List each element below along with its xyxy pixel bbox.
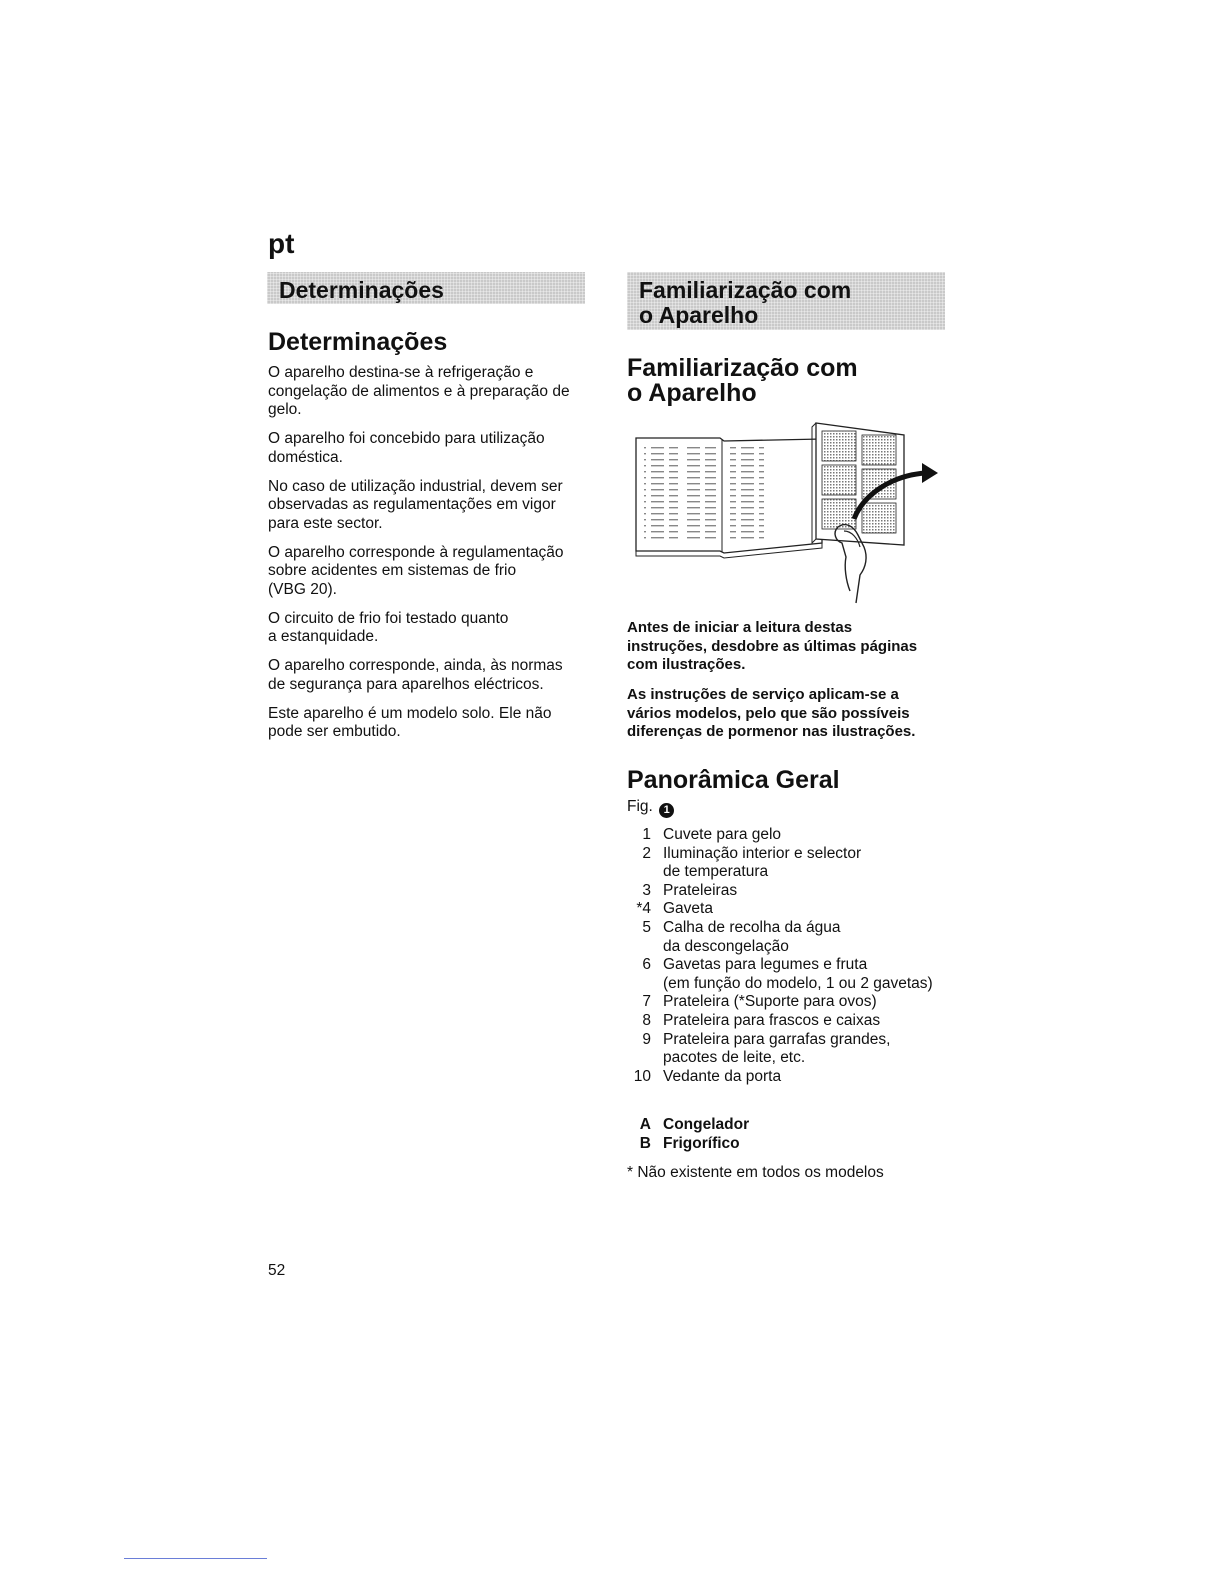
legend-text: Frigorífico	[663, 1134, 740, 1152]
list-item	[627, 1031, 957, 1068]
item-number: 8	[642, 1011, 651, 1029]
figure-number-badge: 1	[659, 803, 674, 818]
item-text: Gavetas para legumes e fruta (em função do modelo, 1 ou 2 gavetas)	[663, 956, 933, 992]
item-number: 1	[642, 826, 651, 843]
paragraph: No caso de utilização industrial, devem ser observadas as regulamentações em vigor para este sector.	[268, 477, 563, 532]
section-banner-familiarizacao: Familiarização com o Aparelho	[627, 272, 945, 330]
item-number: 3	[642, 881, 651, 899]
item-text: Vedante da porta	[663, 1067, 782, 1085]
instruction-note: As instruções de serviço aplicam-se a vários modelos, pelo que são possíveis diferenças de pormenor nas ilustrações.	[627, 686, 916, 740]
unfold-pages-illustration	[632, 415, 944, 607]
item-number: 6	[642, 956, 651, 974]
item-text: Prateleira (*Suporte para ovos)	[663, 993, 877, 1011]
heading-panoramica-geral: Panorâmica Geral	[627, 766, 840, 794]
paragraph: O aparelho foi concebido para utilização doméstica.	[268, 430, 545, 466]
item-text: Prateleiras	[663, 881, 738, 899]
instruction-note: Antes de iniciar a leitura destas instruções, desdobre as últimas páginas com ilustrações.	[627, 619, 918, 673]
item-text: Prateleira para frascos e caixas	[663, 1011, 881, 1029]
item-text: Prateleira para garrafas grandes, pacotes de leite, etc.	[663, 1030, 891, 1067]
figure-label: Fig.	[627, 798, 653, 815]
list-item	[627, 900, 957, 919]
component-list	[627, 826, 957, 1086]
paragraph: O aparelho destina-se à refrigeração e congelação de alimentos e à preparação de gelo.	[268, 364, 570, 418]
legend-item	[627, 1116, 749, 1135]
footer-divider	[124, 1558, 267, 1559]
list-item	[627, 826, 957, 845]
legend-item	[627, 1135, 749, 1154]
item-number: 7	[642, 993, 651, 1011]
heading-familiarizacao: Familiarização com o Aparelho	[627, 354, 858, 407]
paragraph: O circuito de frio foi testado quanto a estanquidade.	[268, 609, 509, 645]
list-item	[627, 1012, 957, 1031]
list-item	[627, 919, 957, 956]
list-item	[627, 845, 957, 882]
item-number: 2	[642, 844, 651, 862]
determinacoes-body	[268, 364, 586, 752]
language-code: pt	[268, 228, 295, 259]
paragraph: Este aparelho é um modelo solo. Ele não pode ser embutido.	[268, 704, 552, 740]
item-number: 10	[633, 1067, 651, 1085]
item-number: 9	[642, 1030, 651, 1048]
item-number: *4	[636, 900, 651, 918]
paragraph: O aparelho corresponde à regulamentação sobre acidentes em sistemas de frio (VBG 20).	[268, 543, 564, 598]
list-item	[627, 993, 957, 1012]
legend-text: Congelador	[663, 1116, 750, 1133]
legend-key: A	[639, 1116, 651, 1133]
item-text: Cuvete para gelo	[663, 826, 782, 843]
list-item	[627, 882, 957, 901]
legend-key: B	[639, 1134, 651, 1152]
item-text: Iluminação interior e selector de temperatura	[663, 844, 862, 881]
paragraph: O aparelho corresponde, ainda, às normas de segurança para aparelhos eléctricos.	[268, 657, 563, 693]
section-banner-determinacoes: Determinações	[267, 272, 585, 304]
compartment-legend	[627, 1116, 749, 1153]
list-item	[627, 956, 957, 993]
footnote: * Não existente em todos os modelos	[627, 1164, 884, 1181]
item-number: 5	[642, 918, 651, 936]
item-text: Calha de recolha da água da descongelação	[663, 918, 841, 955]
figure-reference	[627, 797, 674, 818]
item-text: Gaveta	[663, 900, 713, 918]
list-item	[627, 1068, 957, 1087]
heading-determinacoes: Determinações	[268, 328, 448, 356]
page-number: 52	[268, 1262, 286, 1279]
